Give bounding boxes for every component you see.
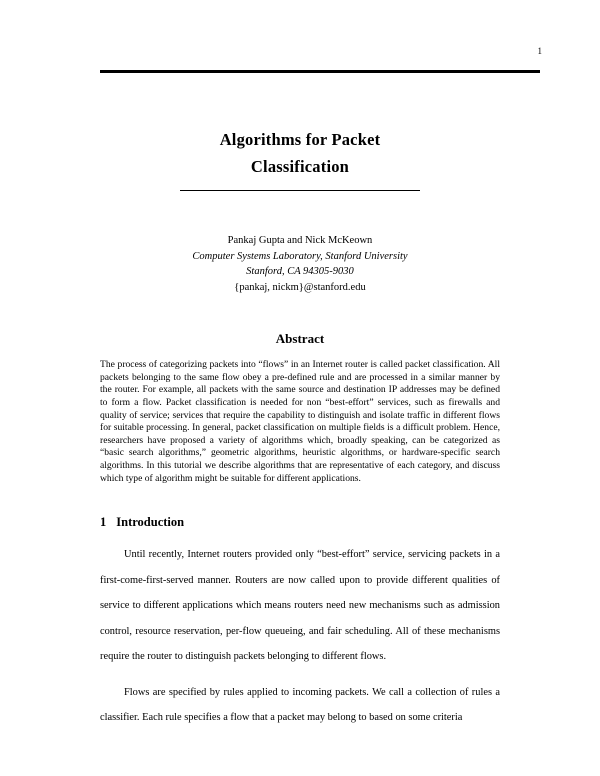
page-number: 1: [537, 46, 542, 56]
title-underline-rule: [180, 190, 420, 191]
section-number: 1: [100, 515, 107, 530]
affiliation-line-1: Computer Systems Laboratory, Stanford University: [192, 250, 408, 262]
author-list: Pankaj Gupta and Nick McKeown: [227, 235, 373, 247]
title-line-1: Algorithms for Packet: [219, 130, 381, 149]
abstract-heading: Abstract: [275, 331, 325, 347]
paper-content: [100, 110, 500, 731]
section-title: Introduction: [116, 515, 185, 530]
header-rule: [100, 70, 540, 73]
paragraph: Flows are specified by rules applied to incoming packets. We call a collection of rules a classifier. Each rule specifies a flow that a packet may belong to based on some criteria: [100, 686, 500, 724]
section-heading-introduction: [100, 515, 500, 530]
paragraph: Until recently, Internet routers provided only “best-effort” service, servicing packets in a first-come-first-served manner. Routers are now called upon to provide different qualities of service to different applications which means routers need new mechanisms such as admission control, resource reservation, per-flow queueing, and fair scheduling. All of these mechanisms require the router to distinguish packets belonging to different flows.: [100, 549, 500, 663]
abstract-body: The process of categorizing packets into “flows” in an Internet router is called packet classification. All packets belonging to the same flow obey a pre-defined rule and are processed in a similar manner by the router. For example, all packets with the same source and destination IP addresses may be defined to form a flow. Packet classification is needed for non “best-effort” services, such as firewalls and quality of service; services that require the capability to distinguish and isolate traffic in different flows for suitable processing. In general, packet classification on multiple fields is a difficult problem. Hence, researchers have proposed a variety of algorithms which, broadly speaking, can be categorized as “basic search algorithms,” geometric algorithms, heuristic algorithms, or hardware-specific search algorithms. In this tutorial we describe algorithms that are representative of each category, and discuss which type of algorithm might be suitable for different applications.: [100, 359, 500, 484]
affiliation-line-2: Stanford, CA 94305-9030: [246, 266, 354, 278]
author-email: {pankaj, nickm}@stanford.edu: [234, 281, 366, 293]
title-line-2: Classification: [250, 157, 350, 176]
page-title: [100, 126, 500, 180]
